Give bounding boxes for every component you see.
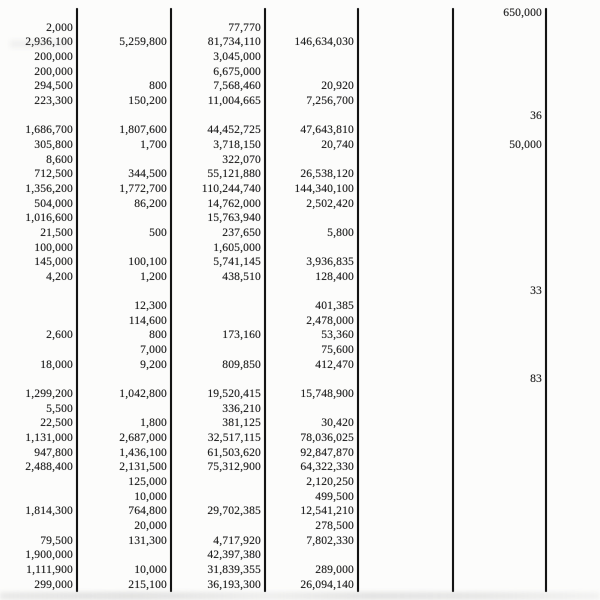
table-cell: 22,500	[40, 416, 73, 430]
table-cell	[453, 504, 546, 519]
table-row	[0, 65, 600, 80]
table-row	[0, 504, 600, 519]
table-cell: 7,000	[140, 343, 167, 357]
table-cell	[77, 153, 171, 168]
table-cell: 26,538,120	[300, 167, 354, 181]
table-cell	[358, 94, 453, 109]
table-cell	[358, 358, 453, 373]
table-cell: 32,517,115	[207, 431, 261, 445]
table-cell: 5,259,800	[119, 35, 167, 49]
table-cell: 30,420	[321, 416, 354, 430]
table-row	[0, 182, 600, 197]
table-cell: 1,807,600	[119, 123, 167, 137]
table-row	[0, 431, 600, 446]
table-cell: 20,740	[321, 137, 354, 151]
table-cell: 809,850	[222, 357, 261, 371]
table-cell: 3,045,000	[213, 49, 261, 63]
table-cell	[358, 167, 453, 182]
table-cell: 200,000	[34, 64, 73, 78]
table-row	[0, 490, 600, 505]
table-row	[0, 416, 600, 431]
table-row	[0, 138, 600, 153]
table-cell	[453, 123, 546, 138]
table-cell: 2,131,500	[119, 460, 167, 474]
table-row	[0, 387, 600, 402]
table-cell	[358, 35, 453, 50]
table-row	[0, 270, 600, 285]
table-cell	[0, 284, 77, 299]
table-cell: 2,600	[46, 328, 73, 342]
table-cell: 2,936,100	[25, 35, 73, 49]
table-row	[0, 167, 600, 182]
table-cell: 33	[530, 284, 542, 298]
table-cell: 26,094,140	[300, 577, 354, 591]
table-cell	[453, 35, 546, 50]
table-cell: 401,385	[315, 299, 354, 313]
table-cell	[358, 197, 453, 212]
table-cell	[453, 534, 546, 549]
table-cell: 947,800	[34, 445, 73, 459]
table-cell: 200,000	[34, 49, 73, 63]
table-cell: 20,000	[134, 518, 167, 532]
table-cell: 1,605,000	[213, 240, 261, 254]
table-cell	[358, 79, 453, 94]
table-cell: 2,120,250	[306, 475, 354, 488]
table-cell: 2,502,420	[306, 196, 354, 210]
table-cell	[358, 504, 453, 519]
table-cell: 53,360	[321, 328, 354, 342]
table-cell	[77, 50, 171, 65]
table-cell	[453, 431, 546, 446]
table-cell	[265, 6, 358, 21]
table-cell	[265, 402, 358, 417]
table-cell: 223,300	[34, 93, 73, 107]
table-cell	[453, 314, 546, 329]
table-cell	[77, 211, 171, 226]
table-cell	[358, 6, 453, 21]
table-row	[0, 109, 600, 124]
table-cell: 7,802,330	[306, 533, 354, 547]
table-cell	[453, 358, 546, 373]
table-cell	[358, 284, 453, 299]
table-cell	[358, 255, 453, 270]
table-cell: 92,847,870	[300, 445, 354, 459]
table-cell	[0, 6, 77, 21]
table-cell	[358, 226, 453, 241]
table-cell	[453, 21, 546, 36]
table-cell: 2,687,000	[119, 431, 167, 445]
table-row	[0, 123, 600, 138]
table-row	[0, 255, 600, 270]
table-cell: 146,634,030	[294, 35, 354, 49]
table-cell: 1,299,200	[25, 387, 73, 401]
table-cell	[0, 490, 77, 505]
table-cell	[265, 21, 358, 36]
table-cell	[358, 211, 453, 226]
table-cell	[358, 563, 453, 578]
table-row	[0, 314, 600, 329]
table-cell	[171, 299, 265, 314]
table-cell: 299,000	[34, 577, 73, 591]
table-row	[0, 548, 600, 563]
table-cell: 336,210	[222, 401, 261, 415]
table-cell	[265, 65, 358, 80]
table-cell: 344,500	[128, 167, 167, 181]
table-cell	[171, 519, 265, 534]
table-cell: 79,500	[40, 533, 73, 547]
table-cell: 1,814,300	[25, 504, 73, 518]
table-row	[0, 475, 600, 490]
table-cell: 7,256,700	[306, 93, 354, 107]
table-cell: 150,200	[128, 93, 167, 107]
table-cell: 19,520,415	[207, 387, 261, 401]
table-cell: 12,541,210	[300, 504, 354, 518]
table-cell	[265, 153, 358, 168]
table-cell	[265, 548, 358, 563]
table-cell: 5,741,145	[213, 255, 261, 269]
table-cell: 504,000	[34, 196, 73, 210]
table-cell	[265, 50, 358, 65]
table-cell: 800	[149, 79, 167, 93]
table-cell: 7,568,460	[213, 79, 261, 93]
table-cell	[358, 534, 453, 549]
table-cell	[358, 578, 453, 593]
table-cell	[453, 578, 546, 593]
table-row	[0, 343, 600, 358]
table-cell	[265, 241, 358, 256]
table-row	[0, 21, 600, 36]
table-cell	[453, 328, 546, 343]
table-row	[0, 50, 600, 65]
table-cell: 278,500	[315, 518, 354, 532]
table-row	[0, 358, 600, 373]
table-cell	[453, 94, 546, 109]
table-cell	[171, 109, 265, 124]
table-cell: 44,452,725	[207, 123, 261, 137]
table-cell	[358, 519, 453, 534]
table-cell	[358, 475, 453, 490]
table-cell: 75,600	[321, 343, 354, 357]
table-cell: 2,488,400	[25, 460, 73, 474]
table-cell	[358, 138, 453, 153]
scan-artifact-bottom-edge	[0, 592, 600, 600]
table-cell	[453, 402, 546, 417]
table-cell: 100,100	[128, 255, 167, 269]
table-cell	[358, 328, 453, 343]
table-cell	[358, 109, 453, 124]
table-cell: 36	[530, 108, 542, 122]
table-cell: 64,322,330	[300, 460, 354, 474]
ledger-table-body	[0, 6, 600, 592]
table-cell	[358, 270, 453, 285]
table-row	[0, 79, 600, 94]
table-cell	[453, 490, 546, 505]
table-cell: 1,436,100	[119, 445, 167, 459]
table-cell: 9,200	[140, 357, 167, 371]
table-cell	[0, 343, 77, 358]
table-cell	[453, 475, 546, 490]
table-cell: 42,397,380	[207, 548, 261, 562]
table-cell	[453, 446, 546, 461]
table-row	[0, 519, 600, 534]
table-cell	[77, 402, 171, 417]
table-cell	[77, 6, 171, 21]
table-row	[0, 446, 600, 461]
table-cell	[0, 519, 77, 534]
table-cell	[171, 343, 265, 358]
table-cell: 289,000	[315, 562, 354, 576]
table-cell: 2,478,000	[306, 313, 354, 327]
table-cell	[358, 182, 453, 197]
table-cell: 500	[149, 225, 167, 239]
table-cell	[77, 109, 171, 124]
table-cell: 305,800	[34, 137, 73, 151]
table-cell: 764,800	[128, 504, 167, 518]
table-cell: 6,675,000	[213, 64, 261, 78]
table-cell: 5,800	[327, 225, 354, 239]
table-cell: 381,125	[222, 416, 261, 430]
table-cell: 114,600	[128, 313, 167, 327]
table-cell	[358, 431, 453, 446]
table-cell	[265, 284, 358, 299]
table-cell: 11,004,665	[207, 93, 261, 107]
table-cell	[77, 284, 171, 299]
table-cell	[0, 314, 77, 329]
table-cell: 1,772,700	[119, 181, 167, 195]
table-row	[0, 35, 600, 50]
table-cell: 650,000	[503, 6, 542, 19]
table-cell: 50,000	[509, 137, 542, 151]
table-cell	[171, 475, 265, 490]
table-cell	[77, 65, 171, 80]
table-row	[0, 94, 600, 109]
table-row	[0, 241, 600, 256]
table-row	[0, 460, 600, 475]
table-cell	[0, 109, 77, 124]
table-cell: 3,718,150	[213, 137, 261, 151]
table-cell: 2,000	[46, 20, 73, 34]
table-row	[0, 284, 600, 299]
table-cell	[453, 270, 546, 285]
table-cell: 3,936,835	[306, 255, 354, 269]
table-cell: 215,100	[128, 577, 167, 591]
table-cell	[453, 255, 546, 270]
table-cell: 18,000	[40, 357, 73, 371]
table-cell: 8,600	[46, 152, 73, 166]
table-row	[0, 299, 600, 314]
table-cell	[453, 197, 546, 212]
table-cell	[453, 65, 546, 80]
table-cell	[358, 123, 453, 138]
table-row	[0, 153, 600, 168]
table-cell: 36,193,300	[207, 577, 261, 591]
table-cell	[358, 548, 453, 563]
table-cell: 1,356,200	[25, 181, 73, 195]
table-cell	[453, 50, 546, 65]
table-cell	[453, 343, 546, 358]
table-row	[0, 226, 600, 241]
table-cell	[265, 372, 358, 387]
table-cell	[358, 402, 453, 417]
table-cell	[453, 182, 546, 197]
table-cell: 5,500	[46, 401, 73, 415]
table-cell: 61,503,620	[207, 445, 261, 459]
table-cell	[171, 284, 265, 299]
table-cell: 1,131,000	[25, 431, 73, 445]
table-cell	[453, 563, 546, 578]
table-row	[0, 563, 600, 578]
table-cell	[453, 211, 546, 226]
table-cell: 145,000	[34, 255, 73, 269]
scan-artifact-smudge	[10, 40, 70, 48]
table-cell	[453, 241, 546, 256]
table-cell: 173,160	[222, 328, 261, 342]
table-cell	[265, 211, 358, 226]
table-cell	[265, 109, 358, 124]
table-cell: 412,470	[315, 357, 354, 371]
table-cell	[358, 153, 453, 168]
table-cell: 21,500	[40, 225, 73, 239]
table-cell	[358, 372, 453, 387]
table-cell	[358, 314, 453, 329]
table-cell	[453, 460, 546, 475]
table-row	[0, 402, 600, 417]
table-row	[0, 578, 600, 593]
table-cell: 237,650	[222, 225, 261, 239]
table-cell: 100,000	[34, 240, 73, 254]
table-cell: 128,400	[315, 269, 354, 283]
table-cell: 1,042,800	[119, 387, 167, 401]
table-cell: 438,510	[222, 269, 261, 283]
table-cell: 31,839,355	[207, 562, 261, 576]
table-cell: 20,920	[321, 79, 354, 93]
table-cell: 1,016,600	[25, 211, 73, 225]
table-cell	[453, 153, 546, 168]
table-row	[0, 372, 600, 387]
table-cell: 1,800	[140, 416, 167, 430]
table-cell	[358, 50, 453, 65]
table-cell	[358, 299, 453, 314]
table-cell	[171, 372, 265, 387]
table-cell: 86,200	[134, 196, 167, 210]
table-cell	[77, 548, 171, 563]
table-row	[0, 211, 600, 226]
table-cell: 75,312,900	[207, 460, 261, 474]
table-cell: 10,000	[134, 562, 167, 576]
table-cell: 4,717,920	[213, 533, 261, 547]
table-cell	[171, 490, 265, 505]
table-cell	[358, 21, 453, 36]
table-cell: 4,200	[46, 269, 73, 283]
table-cell	[358, 387, 453, 402]
table-cell: 29,702,385	[207, 504, 261, 518]
table-cell: 322,070	[222, 152, 261, 166]
table-cell	[358, 343, 453, 358]
table-cell	[0, 475, 77, 490]
table-cell	[77, 241, 171, 256]
table-cell	[453, 416, 546, 431]
table-row	[0, 197, 600, 212]
table-cell	[453, 548, 546, 563]
table-cell	[358, 460, 453, 475]
table-cell: 131,300	[128, 533, 167, 547]
table-cell	[0, 299, 77, 314]
table-cell: 125,000	[128, 475, 167, 488]
table-cell: 1,200	[140, 269, 167, 283]
table-cell: 110,244,740	[201, 181, 261, 195]
table-cell: 15,748,900	[300, 387, 354, 401]
table-cell: 12,300	[134, 299, 167, 313]
table-cell	[453, 299, 546, 314]
table-cell: 14,762,000	[207, 196, 261, 210]
table-cell: 47,643,810	[300, 123, 354, 137]
table-cell: 81,734,110	[207, 35, 261, 49]
table-row	[0, 328, 600, 343]
table-row	[0, 534, 600, 549]
table-cell: 1,111,900	[26, 562, 73, 576]
table-cell: 55,121,880	[207, 167, 261, 181]
table-cell	[171, 314, 265, 329]
table-cell	[77, 372, 171, 387]
table-cell: 294,500	[34, 79, 73, 93]
table-cell: 144,340,100	[294, 181, 354, 195]
table-cell	[358, 446, 453, 461]
table-cell	[358, 241, 453, 256]
table-cell: 1,900,000	[25, 548, 73, 562]
table-cell	[453, 226, 546, 241]
table-cell: 78,036,025	[300, 431, 354, 445]
table-cell: 77,770	[228, 20, 261, 34]
table-cell: 499,500	[315, 489, 354, 503]
table-cell	[453, 519, 546, 534]
table-cell: 83	[530, 372, 542, 386]
table-cell	[453, 387, 546, 402]
table-cell: 1,686,700	[25, 123, 73, 137]
table-cell	[358, 416, 453, 431]
table-cell: 712,500	[34, 167, 73, 181]
table-cell: 15,763,940	[207, 211, 261, 225]
table-cell: 1,700	[140, 137, 167, 151]
table-cell: 10,000	[134, 489, 167, 503]
table-cell: 800	[149, 328, 167, 342]
table-cell	[453, 79, 546, 94]
table-cell	[77, 21, 171, 36]
table-row	[0, 6, 600, 21]
table-cell	[0, 372, 77, 387]
table-cell	[453, 167, 546, 182]
table-cell	[358, 65, 453, 80]
table-cell	[358, 490, 453, 505]
table-cell	[171, 6, 265, 21]
